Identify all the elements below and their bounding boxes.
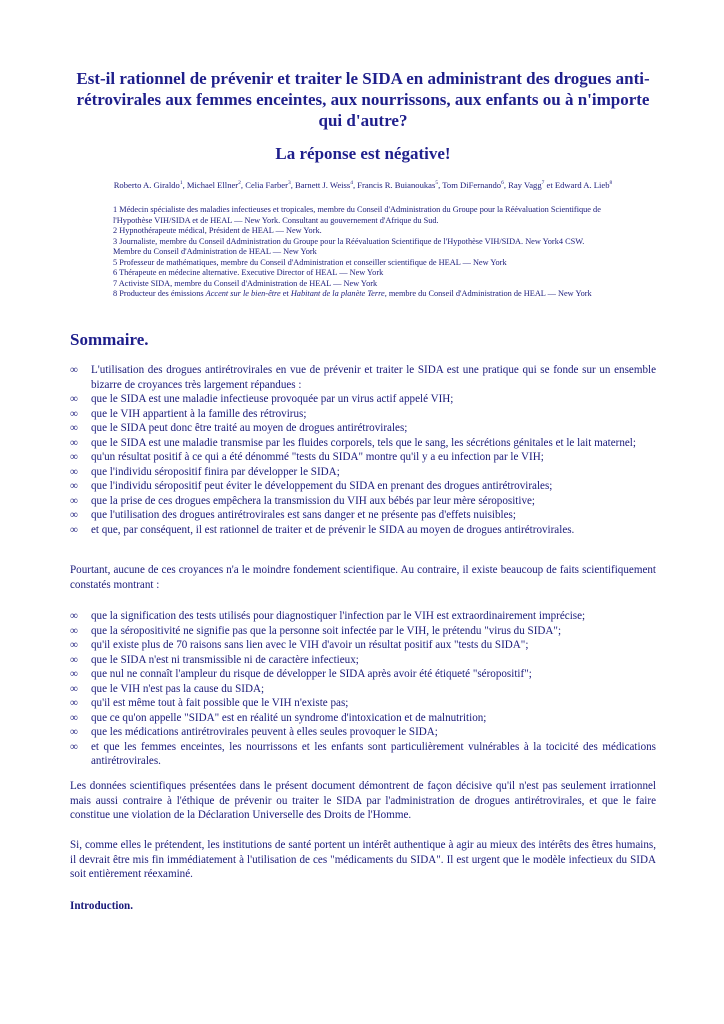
list-item: ∞ que l'utilisation des drogues antirétrovirales est sans danger et ne présente pas d'effets nuisibles;: [70, 509, 516, 521]
author: Tom DiFernando$^6$,: [442, 180, 509, 190]
beliefs-list: [70, 363, 656, 537]
infinity-bullet-icon: ∞: [70, 509, 78, 521]
introduction-heading: Introduction.: [70, 900, 133, 912]
affiliation-5: 5 Professeur de mathématiques, membre du Conseil d'Administration et conseiller scientifique de HEAL — New York: [113, 257, 507, 267]
infinity-bullet-icon: ∞: [70, 639, 78, 651]
list-item: ∞ que le VIH appartient à la famille des rétrovirus;: [70, 407, 307, 420]
paragraph-donnees: Les données scientifiques présentées dans le présent document démontrent de façon décisive qu'il n'est pas seulement irrationnel mais aussi contraire à l'éthique de prévenir ou traiter le SIDA par l'administration de drogues antirétrovirales, et que le faire constitue une violation de la Déclaration Universelle des Droits de l'Homme.: [70, 780, 656, 821]
infinity-bullet-icon: ∞: [70, 610, 78, 622]
list-item: ∞ et que, par conséquent, il est rationnel de traiter et de prévenir le SIDA au moyen de drogues antirétrovirales.: [70, 523, 575, 536]
infinity-bullet-icon: ∞: [70, 697, 78, 709]
list-item: ∞ que l'individu séropositif finira par développer le SIDA;: [70, 465, 340, 478]
infinity-bullet-icon: ∞: [70, 726, 78, 738]
author-list: [60, 179, 666, 191]
list-item: ∞ qu'un résultat positif à ce qui a été dénommé "tests du SIDA" montre qu'il y a eu infection par le VIH;: [70, 451, 544, 463]
document-subtitle: La réponse est négative!: [275, 144, 451, 163]
list-item: ∞ que la signification des tests utilisés pour diagnostiquer l'infection par le VIH est extraordinairement imprécise;: [70, 610, 586, 622]
infinity-bullet-icon: ∞: [70, 668, 78, 680]
infinity-bullet-icon: ∞: [70, 523, 78, 536]
infinity-bullet-icon: ∞: [70, 364, 78, 376]
list-item: ∞ que ce qu'on appelle "SIDA" est en réalité un syndrome d'intoxication et de malnutrition;: [70, 711, 487, 724]
document-title: Est-il rationnel de prévenir et traiter le SIDA en administrant des drogues anti-rétrovirales aux femmes enceintes, aux nourrissons, aux enfants ou à n'importe qui d'autre?: [76, 69, 650, 130]
author: Barnett J. Weiss$^4$,: [294, 180, 358, 190]
list-item: ∞ que le SIDA peut donc être traité au moyen de drogues antirétrovirales;: [70, 422, 408, 434]
list-item: ∞ que le SIDA est une maladie transmise par les fluides corporels, tels que le sang, les sécrétions génitales et le lait maternel;: [70, 436, 636, 449]
infinity-bullet-icon: ∞: [70, 653, 78, 666]
facts-list: [70, 609, 656, 769]
paragraph-si: Si, comme elles le prétendent, les institutions de santé portent un intérêt authentique à agir au mieux des intérêts des êtres humains, il devrait être mis fin immédiatement à l'utilisation de ces "médicaments du SIDA". Il est urgent que le modèle infectieux du SIDA soit entièrement réexaminé.: [70, 839, 656, 880]
list-item: ∞ que la prise de ces drogues empêchera la transmission du VIH aux bébés par leur mère séropositive;: [70, 494, 536, 507]
infinity-bullet-icon: ∞: [70, 436, 78, 449]
affiliation-2: 2 Hypnothérapeute médical, Président de HEAL — New York.: [113, 226, 322, 235]
infinity-bullet-icon: ∞: [70, 465, 78, 478]
list-item: ∞ qu'il existe plus de 70 raisons sans lien avec le VIH d'avoir un résultat positif aux "tests du SIDA";: [70, 639, 529, 651]
affiliation-6: 6 Thérapeute en médecine alternative. Executive Director of HEAL — New York: [113, 268, 384, 277]
infinity-bullet-icon: ∞: [70, 393, 78, 405]
author: Edward A. Lieb$^8$: [554, 180, 613, 190]
infinity-bullet-icon: ∞: [70, 494, 78, 507]
infinity-bullet-icon: ∞: [70, 624, 78, 637]
author: Roberto A. Giraldo$^1$,: [113, 180, 187, 190]
list-item: ∞ et que les femmes enceintes, les nourrissons et les enfants sont particulièrement vulnérables à la tocicité des médications antirétrovirales.: [70, 740, 656, 767]
list-item: ∞ que le SIDA n'est ni transmissible ni de caractère infectieux;: [70, 653, 359, 666]
infinity-bullet-icon: ∞: [70, 480, 78, 492]
affiliation-7: 7 Activiste SIDA, membre du Conseil d'Administration de HEAL — New York: [113, 278, 378, 288]
author: Francis R. Buianoukas$^5$,: [357, 180, 443, 190]
infinity-bullet-icon: ∞: [70, 711, 78, 724]
author: Ray Vagg$^7$ et: [508, 180, 555, 190]
infinity-bullet-icon: ∞: [70, 422, 78, 434]
affiliation-3-4: 3 Journaliste, membre du Conseil dAdministration du Groupe pour la Réévaluation Scientifique de l'Hypothèse VIH/SIDA. New York4 CSW. Membre du Conseil d'Administration de HEAL — New York: [113, 236, 585, 256]
infinity-bullet-icon: ∞: [70, 451, 78, 463]
list-item: ∞ que l'individu séropositif peut éviter le développement du SIDA en prenant des drogues antirétrovirales;: [70, 480, 553, 492]
infinity-bullet-icon: ∞: [70, 740, 78, 753]
author: Celia Farber$^3$,: [245, 180, 295, 190]
list-item: ∞ que nul ne connaît l'ampleur du risque de développer le SIDA après avoir été étiqueté "séropositif";: [70, 668, 532, 680]
infinity-bullet-icon: ∞: [70, 682, 78, 695]
paragraph-pourtant: Pourtant, aucune de ces croyances n'a le moindre fondement scientifique. Au contraire, il existe beaucoup de faits scientifiquement constatés montrant :: [70, 564, 656, 591]
list-item: ∞ que le SIDA est une maladie infectieuse provoquée par un virus actif appelé VIH;: [70, 393, 454, 405]
list-item: ∞ que les médications antirétrovirales peuvent à elles seules provoquer le SIDA;: [70, 726, 438, 738]
infinity-bullet-icon: ∞: [70, 407, 78, 420]
affiliation-8: 8 Producteur des émissions Accent sur le bien-être et Habitant de la planète Terre, membre du Conseil d'Administration de HEAL — New York: [113, 289, 592, 298]
sommaire-heading: Sommaire.: [70, 330, 149, 349]
author: Michael Ellner$^2$,: [186, 180, 246, 190]
list-item: ∞ qu'il est même tout à fait possible que le VIH n'existe pas;: [70, 697, 349, 709]
list-item: ∞ L'utilisation des drogues antirétrovirales en vue de prévenir et traiter le SIDA est une pratique qui se fonde sur un ensemble bizarre de croyances très largement répandues :: [70, 364, 656, 391]
affiliation-1: 1 Médecin spécialiste des maladies infectieuses et tropicales, membre du Conseil d'Administration du Groupe pour la Réévaluation Scientifique de l'Hypothèse VIH/SIDA et de HEAL — New York. Consultant au gouvernement d'Afrique du Sud.: [113, 205, 601, 225]
list-item: ∞ que la séropositivité ne signifie pas que la personne soit infectée par le VIH, le prétendu "virus du SIDA";: [70, 624, 562, 637]
affiliations: [113, 205, 613, 300]
list-item: ∞ que le VIH n'est pas la cause du SIDA;: [70, 682, 265, 695]
